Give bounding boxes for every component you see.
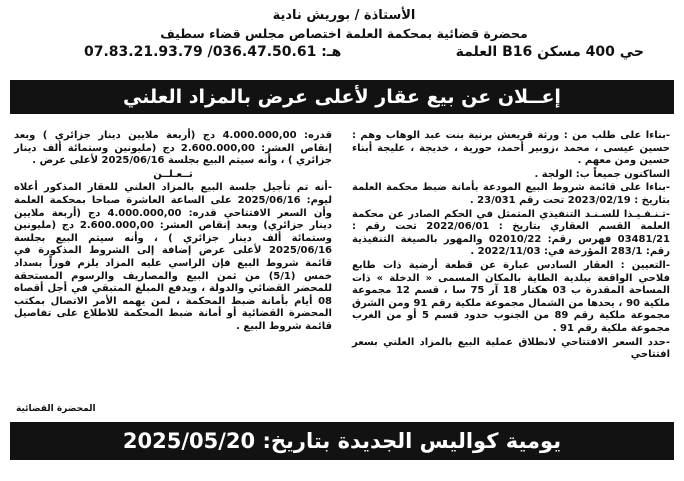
signature-label: المحضرة القضائية <box>16 404 96 414</box>
office-address: حي 400 مسكن B16 العلمة <box>455 44 644 60</box>
notice-left-column <box>14 130 332 335</box>
right-paragraph: -تـنـفـيـذا للسـنـد التنفيذي المتمثل في الحكم الصادر عن محكمة العلمة القسم العقاري بتاريخ : 2022/06/01 تحت رقم : 03481/21 فهرس رقم: 02010/22 والمهور بالصيغة التنفيذية رقم: 283/1 المؤرخة في: 2022/11/03 . <box>352 208 671 258</box>
announce-heading: تــعـلــن <box>153 168 193 180</box>
notice-title-banner: إعــلان عن بيع عقار لأعلى عرض بالمزاد العلني <box>10 80 674 114</box>
right-paragraph: -حدد السعر الافتتاحي لانطلاق عملية البيع بالمزاد العلني بسعر افتتاحي <box>352 336 670 361</box>
bailiff-office: محضرة قضائية بمحكمة العلمة اختصاص مجلس قضاء سطيف <box>160 26 528 41</box>
newspaper-footer: يومية كواليس الجديدة بتاريخ: 2025/05/20 <box>10 422 674 460</box>
notice-right-column <box>352 130 670 363</box>
right-paragraph: -بناءا على قائمة شروط البيع المودعة بأمانة ضبط محكمة العلمة بتاريخ : 2023/02/19 تحت رقم 23/031 . <box>352 182 670 206</box>
contact-line <box>24 44 664 60</box>
left-paragraph: قدره: 4.000.000,00 دج (أربعة ملايين دينار جزائري ) وبعد إنقاص العشر: 2.600.000,00 دج (مليونين وستمائة ألف دينار جزائري ) ، وأنه سيتم البيع بجلسة 2025/06/16 لأعلى عرض . <box>14 130 332 167</box>
notice-header <box>24 8 664 60</box>
bailiff-name: الأستاذة / بوريش نادية <box>272 8 416 23</box>
phone-prefix: هـ: <box>321 44 342 60</box>
right-paragraph: الساكنون جميعاً ب: الولجة . <box>534 168 670 180</box>
phone-numbers: 036.47.50.61/ 07.83.21.93.79 <box>84 44 317 60</box>
right-paragraph: -بناءا على طلب من : ورثة قريعش برنية بنت عبد الوهاب وهم : حسين عيسى ، محمد ،زوبير أحمد، حورية ، خديجة ، عليجة أبناء حسين ومن معهم . <box>352 130 670 167</box>
left-paragraph: -أنه تم تأجيل جلسة البيع بالمزاد العلني للعقار المذكور أعلاه ليوم: 2025/06/16 على الساعة العاشرة صباحا بمحكمة العلمة وأن السعر الافتتاحي قدره: 4.000.000,00 دج (أربعة ملايين دينار جزائري) وبعد إنقاص العشر: 2.600.000,00 دج (مليونين وستمائة ألف دينار جزائري ) ، وأنه سيتم البيع بجلسة 2025/06/16 لأعلى عرض إضافة إلى الشروط المذكورة في قائمة شروط البيع فإن الراسي عليه المزاد يلزم فوراً بسداد خمس (5/1) من ثمن البيع والمصاريف والرسوم المستحقة للمحضر القضائي والدولة ، ويدفع المبلغ المتبقي في أجل أقصاه 08 أيام بأمانة ضبط المحكمة ، لمن يهمه الأمر الاتصال بمكتب المحضرة القضائية أو أمانة ضبط المحكمة للاطلاع على تفاصيل قائمة شروط البيع . <box>14 182 333 332</box>
right-paragraph: -التعيين : العقار السادس عبارة عن قطعة أرضية ذات طابع فلاحي الواقعة ببلدية الطاية بالمكان المسمى « الدخلة » ذات المساحة المقدرة ب 03 هكتار 18 آر 75 سا ، قسم 12 مجموعة ملكية 90 ، يحدها من الشمال مجموعة ملكية رقم 91 ومن الشرق مجموعة ملكية رقم 89 من الجنوب حدود قسم 5 أو من الغرب مجموعة ملكية رقم 91 . <box>352 259 671 334</box>
